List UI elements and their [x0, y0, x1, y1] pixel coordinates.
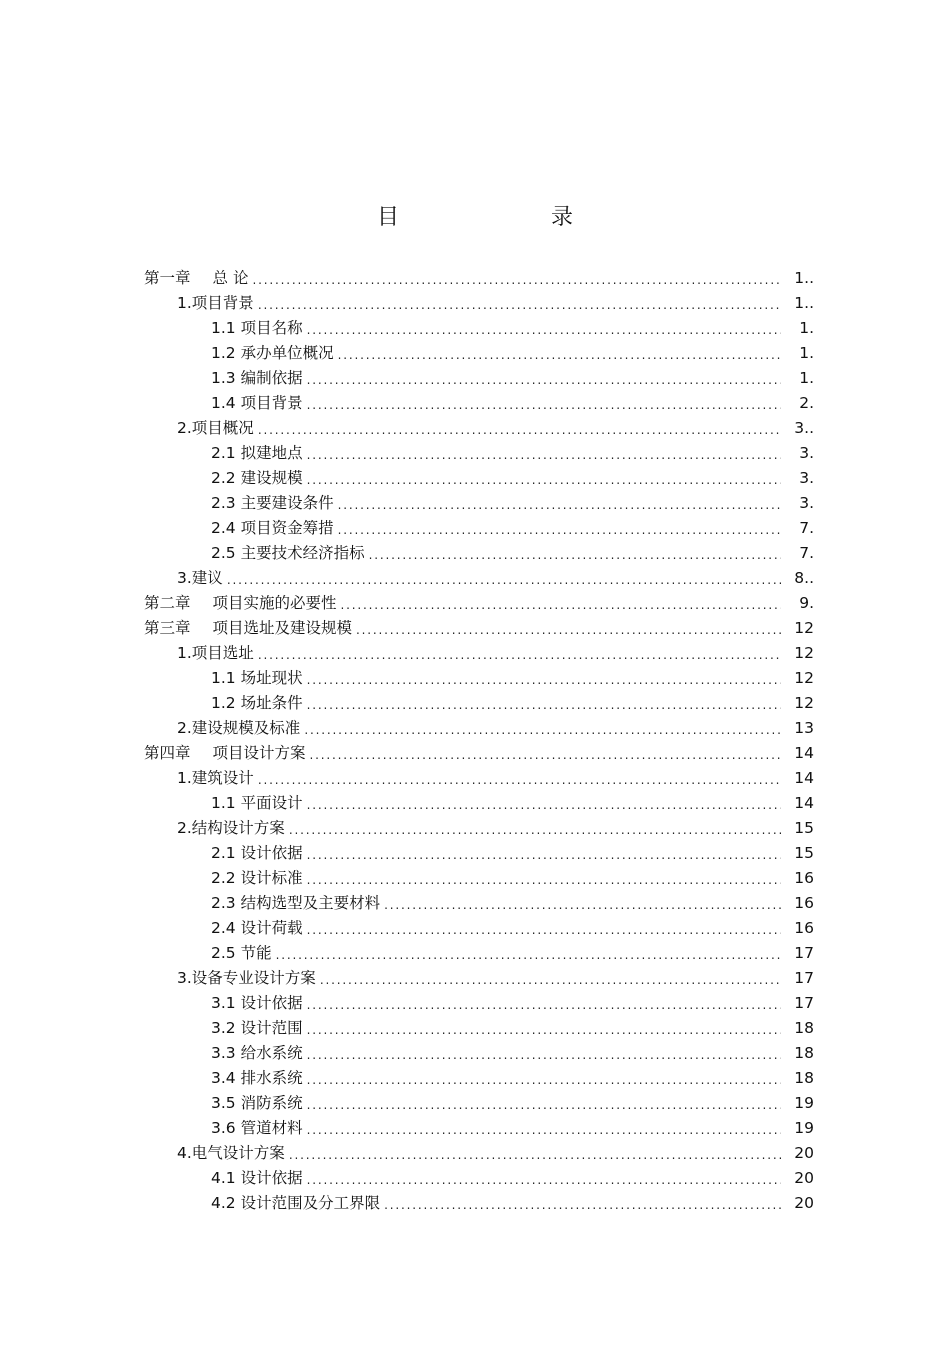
toc-subsection-row[interactable] — [0, 1166, 950, 1191]
toc-entry-text: 主要建设条件 — [240, 494, 334, 512]
toc-dot-leader — [338, 343, 781, 368]
toc-subsection-row[interactable] — [0, 866, 950, 891]
toc-entry-label — [211, 691, 303, 716]
toc-dot-leader — [320, 968, 781, 993]
toc-entry-text: 设计范围及分工界限 — [240, 1194, 381, 1212]
toc-chapter-row[interactable] — [0, 741, 950, 766]
toc-entry-label — [211, 1191, 380, 1216]
toc-entry-number: 2.1 — [211, 844, 236, 862]
toc-subsection-row[interactable] — [0, 791, 950, 816]
toc-entry-number: 1.3 — [211, 369, 236, 387]
toc-page-number: 14 — [794, 794, 814, 812]
table-of-contents — [0, 266, 950, 1216]
toc-dot-leader — [384, 893, 781, 918]
toc-entry-label — [177, 1141, 285, 1166]
toc-dot-leader — [356, 618, 781, 643]
toc-entry-label — [177, 816, 285, 841]
toc-page-number: 9. — [799, 594, 814, 612]
toc-page-number: 19 — [794, 1094, 814, 1112]
toc-entry-number: 第三章 — [144, 619, 191, 637]
toc-entry-number: 2.2 — [211, 469, 236, 487]
toc-entry-text: 结构设计方案 — [191, 819, 285, 837]
toc-dot-leader — [307, 368, 781, 393]
toc-entry-text: 承办单位概况 — [240, 344, 334, 362]
toc-dot-leader — [258, 643, 781, 668]
toc-dot-leader — [310, 743, 781, 768]
toc-entry-number: 3.4 — [211, 1069, 236, 1087]
toc-entry-label — [211, 1166, 303, 1191]
toc-dot-leader — [369, 543, 781, 568]
toc-page-number: 12 — [794, 619, 814, 637]
toc-subsection-row[interactable] — [0, 1066, 950, 1091]
toc-dot-leader — [307, 1068, 781, 1093]
toc-section-row[interactable] — [0, 766, 950, 791]
toc-entry-label — [211, 516, 334, 541]
toc-entry-number: 3.3 — [211, 1044, 236, 1062]
toc-page-number: 8.. — [794, 569, 814, 587]
toc-page-number: 3.. — [794, 419, 814, 437]
toc-entry-text: 场址现状 — [240, 669, 303, 687]
toc-entry-number: 1.1 — [211, 669, 236, 687]
toc-page-number: 15 — [794, 819, 814, 837]
toc-entry-label — [211, 1016, 303, 1041]
toc-dot-leader — [307, 1168, 781, 1193]
toc-entry-text: 编制依据 — [240, 369, 303, 387]
toc-dot-leader — [307, 668, 781, 693]
toc-entry-number: 2. — [177, 419, 192, 437]
toc-entry-label — [211, 1041, 303, 1066]
toc-page-number: 14 — [794, 744, 814, 762]
toc-dot-leader — [252, 268, 781, 293]
toc-entry-number: 第二章 — [144, 594, 191, 612]
toc-entry-label — [211, 541, 365, 566]
toc-page-number: 16 — [794, 869, 814, 887]
toc-entry-number: 3.2 — [211, 1019, 236, 1037]
toc-section-row[interactable] — [0, 566, 950, 591]
toc-entry-number: 1.4 — [211, 394, 236, 412]
toc-entry-text: 建设规模 — [240, 469, 303, 487]
toc-entry-label — [177, 766, 254, 791]
toc-page-number: 18 — [794, 1069, 814, 1087]
toc-dot-leader — [289, 1143, 781, 1168]
toc-entry-label — [211, 791, 303, 816]
toc-entry-text: 项目概况 — [191, 419, 254, 437]
toc-dot-leader — [307, 1018, 781, 1043]
toc-page-number: 12 — [794, 644, 814, 662]
toc-entry-number: 3. — [177, 569, 192, 587]
toc-entry-text: 项目选址 — [191, 644, 254, 662]
toc-dot-leader — [307, 468, 781, 493]
toc-subsection-row[interactable] — [0, 991, 950, 1016]
toc-page-number: 18 — [794, 1019, 814, 1037]
toc-entry-number: 2.3 — [211, 894, 236, 912]
toc-entry-number: 3.5 — [211, 1094, 236, 1112]
toc-entry-number: 2.3 — [211, 494, 236, 512]
toc-dot-leader — [307, 1043, 781, 1068]
toc-dot-leader — [258, 768, 781, 793]
toc-page-number: 1.. — [794, 294, 814, 312]
toc-dot-leader — [341, 593, 781, 618]
toc-entry-label — [211, 666, 303, 691]
toc-entry-label — [211, 391, 303, 416]
toc-entry-text: 建筑设计 — [191, 769, 254, 787]
toc-page-number: 1. — [799, 319, 814, 337]
toc-subsection-row[interactable] — [0, 341, 950, 366]
toc-entry-number: 3. — [177, 969, 192, 987]
toc-dot-leader — [289, 818, 781, 843]
toc-page-number: 19 — [794, 1119, 814, 1137]
toc-entry-text: 结构选型及主要材料 — [240, 894, 381, 912]
toc-subsection-row[interactable] — [0, 916, 950, 941]
toc-subsection-row[interactable] — [0, 1016, 950, 1041]
toc-entry-number: 4. — [177, 1144, 192, 1162]
toc-chapter-row[interactable] — [0, 616, 950, 641]
toc-entry-text: 项目背景 — [191, 294, 254, 312]
toc-entry-text: 管道材料 — [240, 1119, 303, 1137]
toc-subsection-row[interactable] — [0, 366, 950, 391]
toc-subsection-row[interactable] — [0, 316, 950, 341]
toc-page-number: 17 — [794, 944, 814, 962]
toc-subsection-row[interactable] — [0, 941, 950, 966]
toc-page-number: 7. — [799, 519, 814, 537]
toc-dot-leader — [227, 568, 781, 593]
toc-page-number: 14 — [794, 769, 814, 787]
toc-entry-number: 1.2 — [211, 344, 236, 362]
toc-page-number: 20 — [794, 1194, 814, 1212]
toc-entry-text: 主要技术经济指标 — [240, 544, 365, 562]
toc-entry-number: 第一章 — [144, 269, 191, 287]
toc-entry-label — [177, 966, 316, 991]
toc-entry-label — [177, 291, 254, 316]
toc-subsection-row[interactable] — [0, 1116, 950, 1141]
toc-entry-text: 设计标准 — [240, 869, 303, 887]
toc-entry-label — [144, 591, 337, 616]
toc-entry-text: 建设规模及标准 — [191, 719, 301, 737]
toc-section-row[interactable] — [0, 716, 950, 741]
toc-entry-label — [211, 841, 303, 866]
toc-dot-leader — [384, 1193, 781, 1218]
toc-dot-leader — [258, 418, 781, 443]
toc-entry-text: 节能 — [240, 944, 272, 962]
toc-entry-text: 电气设计方案 — [191, 1144, 285, 1162]
toc-dot-leader — [307, 318, 781, 343]
toc-subsection-row[interactable] — [0, 516, 950, 541]
toc-entry-label — [211, 866, 303, 891]
toc-entry-label — [211, 891, 380, 916]
toc-entry-text: 项目设计方案 — [212, 744, 306, 762]
toc-entry-number: 2.4 — [211, 519, 236, 537]
toc-page-number: 1.. — [794, 269, 814, 287]
toc-page-number: 16 — [794, 894, 814, 912]
toc-page-number: 1. — [799, 344, 814, 362]
toc-page-number: 17 — [794, 994, 814, 1012]
toc-page-number: 20 — [794, 1144, 814, 1162]
toc-entry-text: 设计依据 — [240, 994, 303, 1012]
toc-dot-leader — [307, 868, 781, 893]
toc-section-row[interactable] — [0, 416, 950, 441]
toc-entry-label — [177, 641, 254, 666]
toc-entry-text: 项目名称 — [240, 319, 303, 337]
toc-entry-text: 场址条件 — [240, 694, 303, 712]
toc-page-number: 7. — [799, 544, 814, 562]
toc-page-number: 3. — [799, 494, 814, 512]
toc-entry-label — [211, 316, 303, 341]
toc-entry-text: 设计范围 — [240, 1019, 303, 1037]
toc-entry-label — [211, 941, 272, 966]
toc-entry-label — [211, 341, 334, 366]
toc-section-row[interactable] — [0, 1141, 950, 1166]
toc-entry-number: 1. — [177, 294, 192, 312]
toc-section-row[interactable] — [0, 966, 950, 991]
toc-page-number: 12 — [794, 694, 814, 712]
toc-entry-number: 2.4 — [211, 919, 236, 937]
toc-entry-text: 拟建地点 — [240, 444, 303, 462]
toc-entry-text: 项目资金筹措 — [240, 519, 334, 537]
toc-entry-text: 设计依据 — [240, 844, 303, 862]
toc-subsection-row[interactable] — [0, 391, 950, 416]
toc-dot-leader — [307, 1093, 781, 1118]
toc-page-number: 17 — [794, 969, 814, 987]
toc-page-number: 3. — [799, 444, 814, 462]
toc-entry-number: 第四章 — [144, 744, 191, 762]
toc-dot-leader — [307, 843, 781, 868]
toc-entry-number: 2. — [177, 819, 192, 837]
toc-entry-label — [211, 1091, 303, 1116]
toc-entry-text: 设备专业设计方案 — [191, 969, 316, 987]
toc-dot-leader — [307, 1118, 781, 1143]
toc-dot-leader — [307, 793, 781, 818]
toc-subsection-row[interactable] — [0, 541, 950, 566]
toc-title: 目 录 — [376, 205, 609, 230]
toc-entry-number: 4.1 — [211, 1169, 236, 1187]
toc-subsection-row[interactable] — [0, 666, 950, 691]
toc-entry-label — [211, 1066, 303, 1091]
toc-entry-number: 4.2 — [211, 1194, 236, 1212]
toc-dot-leader — [307, 693, 781, 718]
toc-section-row[interactable] — [0, 291, 950, 316]
toc-entry-label — [211, 491, 334, 516]
toc-entry-text: 项目实施的必要性 — [212, 594, 337, 612]
toc-dot-leader — [338, 518, 781, 543]
toc-entry-label — [177, 566, 223, 591]
toc-dot-leader — [307, 918, 781, 943]
toc-dot-leader — [258, 293, 781, 318]
toc-page-number: 1. — [799, 369, 814, 387]
toc-entry-text: 排水系统 — [240, 1069, 303, 1087]
toc-chapter-row[interactable] — [0, 266, 950, 291]
toc-entry-number: 3.6 — [211, 1119, 236, 1137]
toc-entry-text: 总 论 — [212, 269, 249, 287]
toc-subsection-row[interactable] — [0, 1191, 950, 1216]
toc-entry-number: 2. — [177, 719, 192, 737]
toc-subsection-row[interactable] — [0, 891, 950, 916]
toc-chapter-row[interactable] — [0, 591, 950, 616]
toc-entry-label — [177, 416, 254, 441]
toc-entry-label — [177, 716, 300, 741]
toc-page-number: 3. — [799, 469, 814, 487]
toc-entry-label — [211, 466, 303, 491]
toc-dot-leader — [307, 393, 781, 418]
toc-entry-text: 设计依据 — [240, 1169, 303, 1187]
toc-entry-text: 消防系统 — [240, 1094, 303, 1112]
toc-entry-label — [144, 266, 248, 291]
toc-dot-leader — [307, 443, 781, 468]
toc-page-number: 12 — [794, 669, 814, 687]
toc-dot-leader — [338, 493, 781, 518]
toc-subsection-row[interactable] — [0, 1091, 950, 1116]
toc-entry-number: 2.5 — [211, 944, 236, 962]
toc-entry-number: 1. — [177, 644, 192, 662]
toc-page-number: 15 — [794, 844, 814, 862]
toc-entry-number: 1. — [177, 769, 192, 787]
toc-entry-text: 项目背景 — [240, 394, 303, 412]
toc-section-row[interactable] — [0, 641, 950, 666]
toc-section-row[interactable] — [0, 816, 950, 841]
toc-entry-label — [144, 616, 352, 641]
toc-subsection-row[interactable] — [0, 491, 950, 516]
toc-entry-number: 1.1 — [211, 319, 236, 337]
toc-entry-text: 给水系统 — [240, 1044, 303, 1062]
toc-subsection-row[interactable] — [0, 841, 950, 866]
toc-entry-text: 平面设计 — [240, 794, 303, 812]
toc-page-number: 13 — [794, 719, 814, 737]
toc-entry-label — [211, 1116, 303, 1141]
toc-entry-text: 项目选址及建设规模 — [212, 619, 353, 637]
toc-entry-label — [211, 991, 303, 1016]
toc-entry-label — [211, 366, 303, 391]
toc-entry-number: 1.1 — [211, 794, 236, 812]
toc-page-number: 20 — [794, 1169, 814, 1187]
toc-page-number: 16 — [794, 919, 814, 937]
toc-page-number: 2. — [799, 394, 814, 412]
toc-entry-number: 2.5 — [211, 544, 236, 562]
toc-entry-label — [211, 441, 303, 466]
toc-dot-leader — [304, 718, 781, 743]
toc-entry-text: 设计荷载 — [240, 919, 303, 937]
toc-page-number: 18 — [794, 1044, 814, 1062]
toc-entry-number: 3.1 — [211, 994, 236, 1012]
toc-subsection-row[interactable] — [0, 466, 950, 491]
toc-entry-text: 建议 — [191, 569, 223, 587]
toc-dot-leader — [307, 993, 781, 1018]
toc-entry-label — [144, 741, 306, 766]
toc-dot-leader — [276, 943, 781, 968]
toc-subsection-row[interactable] — [0, 1041, 950, 1066]
toc-entry-label — [211, 916, 303, 941]
toc-subsection-row[interactable] — [0, 691, 950, 716]
toc-entry-number: 1.2 — [211, 694, 236, 712]
toc-entry-number: 2.2 — [211, 869, 236, 887]
toc-entry-number: 2.1 — [211, 444, 236, 462]
toc-subsection-row[interactable] — [0, 441, 950, 466]
